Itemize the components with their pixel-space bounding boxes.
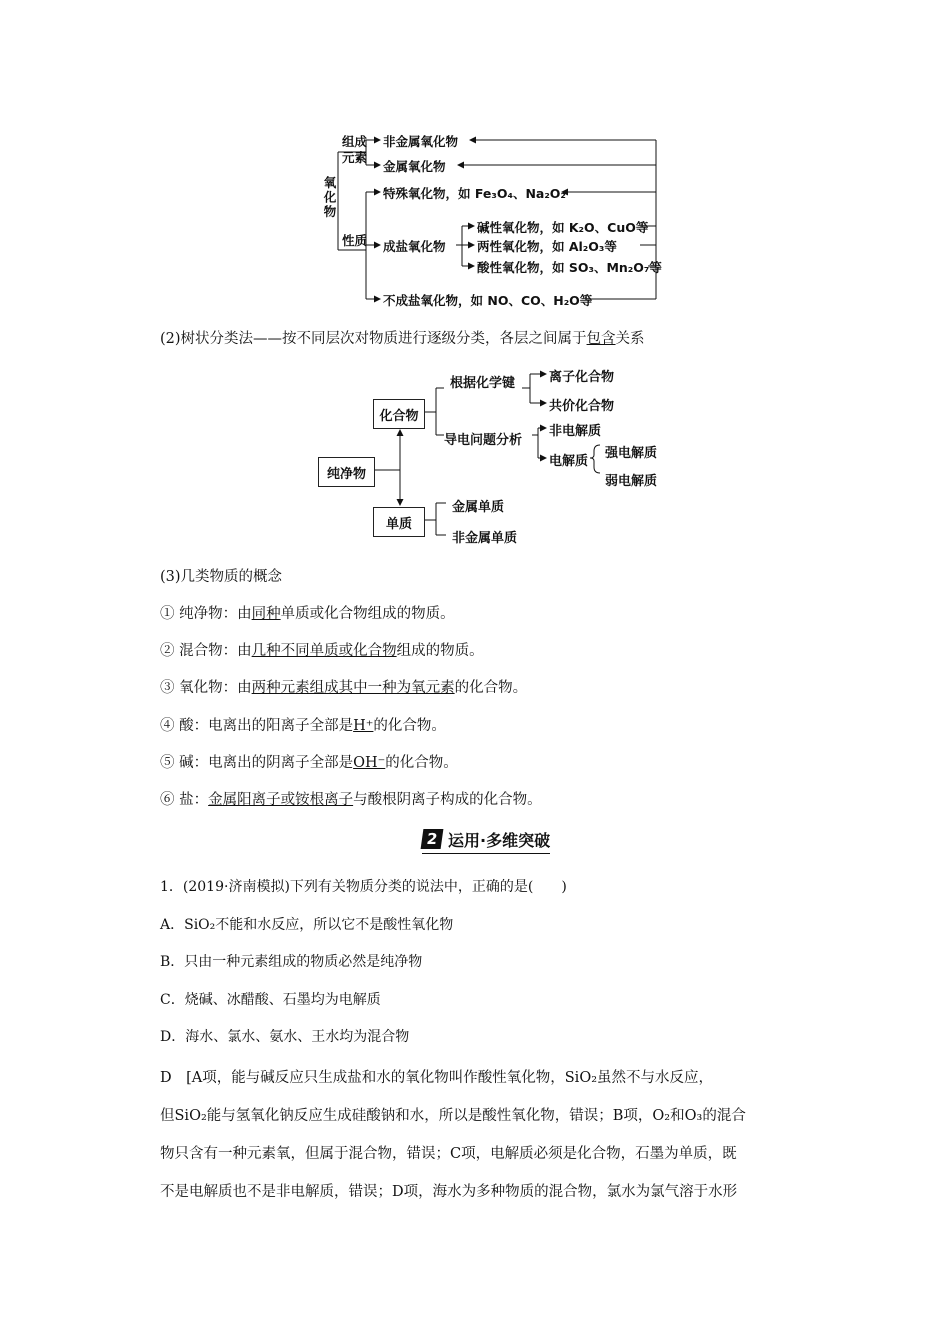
concept-pre: ④ 酸：电离出的阳离子全部是 [160,718,354,734]
answer-line-2: 但SiO₂能与氢氧化钠反应生成硅酸钠和水，所以是酸性氧化物，错误；B项，O₂和O₃的混合 [160,1108,746,1124]
by-bond-label: 根据化学键 [450,376,516,391]
basic-oxide-label: 碱性氧化物，如 K₂O、CuO等 [477,220,649,235]
ionic-compound-label: 离子化合物 [549,370,615,385]
concept-underlined: OH⁻ [353,755,386,771]
option-b: B．只由一种元素组成的物质必然是纯净物 [160,954,423,970]
oxide-root-label: 氧化物 [322,176,337,220]
answer-line-4: 不是电解质也不是非电解质，错误；D项，海水为多种物质的混合物，氯水为氯气溶于水形 [160,1184,738,1200]
tree-method-prefix: (2)树状分类法——按不同层次对物质进行逐级分类，各层之间属于 [160,331,587,347]
concept-pre: ⑥ 盐： [160,792,209,808]
answer-line-1: D [A项，能与碱反应只生成盐和水的氧化物叫作酸性氧化物，SiO₂虽然不与水反应， [160,1070,714,1086]
concept-post: 组成的物质。 [396,643,484,659]
concept-underlined: 两种元素组成其中一种为氧元素 [251,680,455,696]
concepts-heading: (3)几类物质的概念 [160,569,283,585]
electrolyte-label: 电解质 [549,454,589,469]
nonmetal-oxide-label: 非金属氧化物 [383,134,459,149]
property-branch-label: 性质 [342,233,368,248]
salt-forming-oxide-label: 成盐氧化物 [383,239,446,254]
element-box: 单质 [373,507,425,537]
nonmetal-element-label: 非金属单质 [452,531,518,546]
option-a: A．SiO₂不能和水反应，所以它不是酸性氧化物 [160,917,454,933]
section-number-badge: 2 [421,829,444,849]
compound-box: 化合物 [373,399,425,429]
strong-electrolyte-label: 强电解质 [605,446,658,461]
concept-acid [160,714,446,735]
section-banner [422,827,550,851]
concept-oxide [160,676,527,697]
concept-post: 的化合物。 [373,718,446,734]
non-electrolyte-label: 非电解质 [549,424,602,439]
by-conduct-label: 导电问题分析 [444,433,523,448]
concept-post: 的化合物。 [454,680,528,696]
oxide-diagram-lines [0,0,950,320]
pure-substance-box: 纯净物 [318,457,375,487]
metal-element-label: 金属单质 [452,500,505,515]
concept-underlined: H⁺ [353,718,374,734]
concept-post: 与酸根阴离子构成的化合物。 [353,792,542,808]
metal-oxide-label: 金属氧化物 [383,159,446,174]
concept-pre: ③ 氧化物：由 [160,680,252,696]
covalent-compound-label: 共价化合物 [549,399,615,414]
option-d: D．海水、氯水、氨水、王水均为混合物 [160,1029,410,1045]
option-c: C．烧碱、冰醋酸、石墨均为电解质 [160,992,381,1008]
section-underline [422,853,550,854]
answer-line-3: 物只含有一种元素氧，但属于混合物，错误；C项，电解质必须是化合物，石墨为单质，既 [160,1146,737,1162]
concept-base [160,751,458,772]
concept-post: 单质或化合物组成的物质。 [280,606,455,622]
tree-method-underlined: 包含 [586,331,616,347]
concept-pre: ① 纯净物：由 [160,606,252,622]
section-title: 运用·多维突破 [448,830,551,850]
question-stem: 1．(2019·济南模拟)下列有关物质分类的说法中，正确的是( ) [160,879,567,895]
acidic-oxide-label: 酸性氧化物，如 SO₃、Mn₂O₇等 [477,260,662,275]
weak-electrolyte-label: 弱电解质 [605,474,658,489]
amphoteric-oxide-label: 两性氧化物，如 Al₂O₃等 [477,239,617,254]
concept-pre: ② 混合物：由 [160,643,252,659]
concept-pre: ⑤ 碱：电离出的阴离子全部是 [160,755,354,771]
concept-underlined: 同种 [251,606,281,622]
concept-salt [160,788,542,809]
concept-underlined: 金属阳离子或铵根离子 [208,792,354,808]
concept-mixture [160,639,484,660]
concept-post: 的化合物。 [385,755,458,771]
concept-underlined: 几种不同单质或化合物 [251,643,397,659]
tree-method-paragraph [160,327,645,348]
composition-branch-label: 组成元素 [342,134,368,165]
special-oxide-label: 特殊氧化物，如 Fe₃O₄、Na₂O₂ [383,186,566,201]
concept-pure-substance [160,602,455,623]
non-salt-forming-oxide-label: 不成盐氧化物，如 NO、CO、H₂O等 [383,293,593,308]
tree-method-suffix: 关系 [615,331,645,347]
